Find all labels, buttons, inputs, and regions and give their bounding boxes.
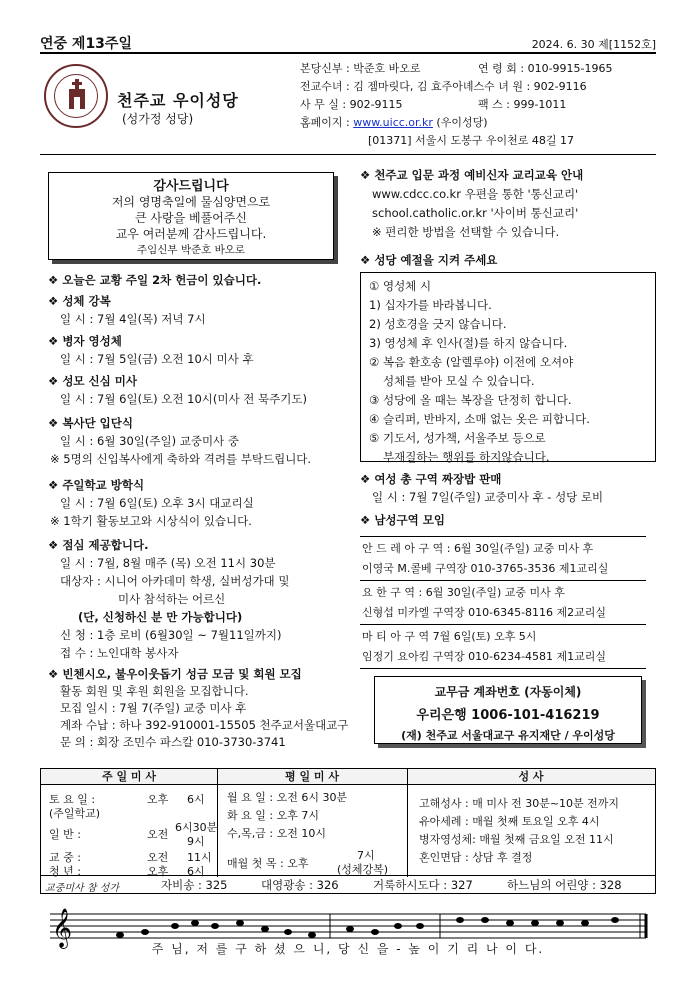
issue-date: 2024. 6. 30 제[1152호]: [531, 38, 656, 51]
etiquette-item: ③ 성당에 올 때는 복장을 단정히 합니다.: [369, 393, 572, 407]
sunday-row-label: 교 중 :: [49, 851, 81, 864]
homepage-link[interactable]: www.uicc.or.kr: [353, 116, 433, 129]
hymn-item: 하느님의 어린양 : 328: [507, 878, 622, 892]
sacrament-row: 병자영성체: 매월 첫째 금요일 오전 11시: [419, 833, 614, 846]
notice-catechism: ❖ 천주교 입문 과정 예비신자 교리교육 안내 www.cdcc.co.kr 우편을 통한 '통신교리' school.catholic.or.kr '사이버 통신교리' ※ 편리한 방법을 선택할 수 있습니다.: [360, 168, 584, 239]
etiquette-item: 1) 십자가를 바라봅니다.: [369, 298, 492, 312]
weekday-row: (성체강복): [337, 863, 389, 876]
sunday-row-time: 오전: [147, 851, 169, 864]
bank-owner: (재) 천주교 서울대교구 유지재단 / 우이성당: [401, 729, 615, 742]
weekday-row: 월 요 일 : 오전 6시 30분: [227, 791, 348, 804]
etiquette-item: ① 영성체 시: [369, 279, 432, 293]
church-info: [300, 60, 660, 132]
sacrament-row: 고해성사 : 매 미사 전 30분~10분 전까지: [419, 797, 620, 810]
church-subtitle: (성가정 성당): [122, 112, 194, 126]
homepage-label: 홈페이지 :: [300, 116, 354, 129]
sunday-row-label: 일 반 :: [49, 828, 81, 841]
hymn-lyrics: 주 님, 저 를 구 하 셨 으 니, 당 신 을 - 높 이 기 리 나 이 다.: [151, 942, 545, 956]
divider: [407, 769, 408, 877]
weekday-row: 수,목,금 : 오전 10시: [227, 827, 326, 840]
notice-lunch: ❖ 점심 제공합니다. 일 시 : 7월, 8월 매주 (목) 오전 11시 30분 대상자 : 시니어 아카데미 학생, 실버성가대 및 미사 참석하는 어르신 (단, 신청하신 분 만 가능합니다) 신 청 : 1층 로비 (6월30일 ~ 7월11일까지) 접 수 : 노인대학 봉사자: [48, 538, 290, 660]
thanks-line: 교우 여러분께 감사드립니다.: [115, 227, 267, 241]
hymn-item: 대영광송 : 326: [261, 878, 339, 892]
thanks-line: 큰 사랑을 베풀어주신: [135, 211, 247, 225]
etiquette-box: [360, 272, 656, 462]
sunday-row-time: 오후: [147, 793, 169, 806]
notice-sunday-school: ❖ 주일학교 방학식 일 시 : 7월 6일(토) 오후 3시 대교리실 ※ 1학기 활동보고와 시상식이 있습니다.: [48, 478, 254, 528]
weekday-row: 화 요 일 : 오후 7시: [227, 809, 319, 822]
sunday-row-value: 6시30분: [175, 821, 218, 834]
funeral-society-info: 연 령 회 : 010-9915-1965: [478, 62, 613, 75]
hymn-row: [40, 876, 656, 894]
zone-table: [360, 536, 646, 669]
church-logo-icon: [44, 64, 108, 128]
church-name: 천주교 우이성당: [117, 91, 239, 110]
thanks-title: 감사드립니다: [153, 179, 229, 194]
notice-altar-server: ❖ 복사단 입단식 일 시 : 6월 30일(주일) 교중미사 중 ※ 5명의 신입복사에게 축하와 격려를 부탁드립니다.: [48, 416, 312, 466]
thanks-sign: 주임신부 박준호 바오로: [136, 244, 246, 256]
svg-text:𝄞: 𝄞: [52, 908, 73, 948]
zone-row: 마 티 아 구 역 7월 6일(토) 오후 5시 임정기 요아킴 구역장 010-6234-4581 제1교리실: [360, 624, 646, 668]
etiquette-item: ④ 슬리퍼, 반바지, 소매 없는 옷은 피합니다.: [369, 412, 590, 426]
notice-vincent: ❖ 빈첸시오, 불우이웃돕기 성금 모금 및 회원 모집 활동 회원 및 후원 회원을 모집합니다. 모집 일시 : 7월 7(주일) 교중 미사 후 계좌 수납 : 하나 392-910001-15505 천주교서울대교구 문 의 : 회장 조민수 파스칼 010-3730-3741: [48, 667, 349, 749]
sacrament-row: 혼인면담 : 상담 후 결정: [419, 851, 533, 864]
fax-info: 팩 스 : 999-1011: [478, 98, 567, 111]
sister-info: 전교수녀 : 김 젬마릿다, 김 효주아녜스수 녀 원 : 902-9116: [300, 80, 587, 93]
divider: [40, 154, 656, 155]
sacrament-row: 유아세례 : 매월 첫째 토요일 오후 4시: [419, 815, 600, 828]
notice-marian-mass: ❖ 성모 신심 미사 일 시 : 7월 6일(토) 오전 10시(미사 전 묵주기도): [48, 374, 307, 406]
homepage-suffix: (우이성당): [432, 116, 488, 129]
bank-account: 우리은행 1006-101-416219: [416, 708, 600, 723]
sunday-row-label: 청 년 :: [49, 865, 81, 878]
office-info: 사 무 실 : 902-9115: [300, 98, 403, 111]
etiquette-item: ⑤ 기도서, 성가책, 서울주보 등으로: [369, 431, 546, 445]
zone-row: 요 한 구 역 : 6월 30일(주일) 교중 미사 후 신형섭 미카엘 구역장 010-6345-8116 제2교리실: [360, 580, 646, 624]
sunday-row-value: 9시: [187, 835, 205, 848]
priest-info: 본당신부 : 박준호 바오로: [300, 62, 421, 75]
mass-schedule: [40, 768, 656, 876]
thanks-box: [48, 172, 334, 260]
sunday-mass-header: 주 일 미 사: [41, 769, 217, 785]
hymn-label: 교중미사 참 성가: [45, 883, 119, 894]
sunday-row-label: 토 요 일 :: [49, 793, 96, 806]
weekday-row: 7시: [357, 849, 375, 862]
hymn-item: 거룩하시도다 : 327: [373, 878, 473, 892]
weekday-row: 매월 첫 목 : 오후: [227, 857, 309, 870]
header-bar: [40, 32, 656, 54]
etiquette-item: 2) 성호경을 긋지 않습니다.: [369, 317, 507, 331]
liturgical-week: 연중 제13주일: [40, 36, 132, 52]
notice-benediction: ❖ 성체 강복 일 시 : 7월 4일(목) 저녁 7시: [48, 294, 206, 326]
weekday-mass-header: 평 일 미 사: [217, 769, 407, 785]
notice-papal-collection: ❖ 오늘은 교황 주일 2차 헌금이 있습니다.: [48, 273, 262, 287]
church-address: [01371] 서울시 도봉구 우이천로 48길 17: [368, 134, 574, 147]
bank-box: [374, 676, 642, 744]
sunday-row-value: 6시: [187, 865, 205, 878]
bank-title: 교무금 계좌번호 (자동이체): [434, 685, 582, 699]
sunday-row-sub: (주일학교): [49, 807, 101, 820]
sunday-row-value: 6시: [187, 793, 205, 806]
etiquette-item: 성체를 받아 모실 수 있습니다.: [383, 374, 535, 388]
men-zone-title: ❖ 남성구역 모임: [360, 513, 445, 527]
thanks-line: 저의 영명축일에 물심양면으로: [111, 195, 271, 209]
notice-sick-communion: ❖ 병자 영성체 일 시 : 7월 5일(금) 오전 10시 미사 후: [48, 334, 254, 366]
etiquette-title: ❖ 성당 예절을 지켜 주세요: [360, 253, 498, 267]
hymn-item: 자비송 : 325: [161, 878, 228, 892]
notice-noodle: ❖ 여성 총 구역 짜장밥 판매 일 시 : 7월 7일(주일) 교중미사 후 - 성당 로비: [360, 472, 604, 504]
etiquette-item: ② 복음 환호송 (알렐루야) 이전에 오셔야: [369, 355, 574, 369]
sacrament-header: 성 사: [407, 769, 655, 785]
sunday-row-time: 오후: [147, 865, 169, 878]
etiquette-item: 부재질하는 행위를 하지않습니다.: [383, 450, 550, 464]
sunday-row-value: 11시: [187, 851, 212, 864]
etiquette-item: 3) 영성체 후 인사(절)를 하지 않습니다.: [369, 336, 568, 350]
sunday-row-time: 오전: [147, 828, 169, 841]
zone-row: 안 드 레 아 구 역 : 6월 30일(주일) 교중 미사 후 이영국 M.콜베 구역장 010-3765-3536 제1교리실: [360, 536, 646, 580]
divider: [360, 668, 646, 669]
